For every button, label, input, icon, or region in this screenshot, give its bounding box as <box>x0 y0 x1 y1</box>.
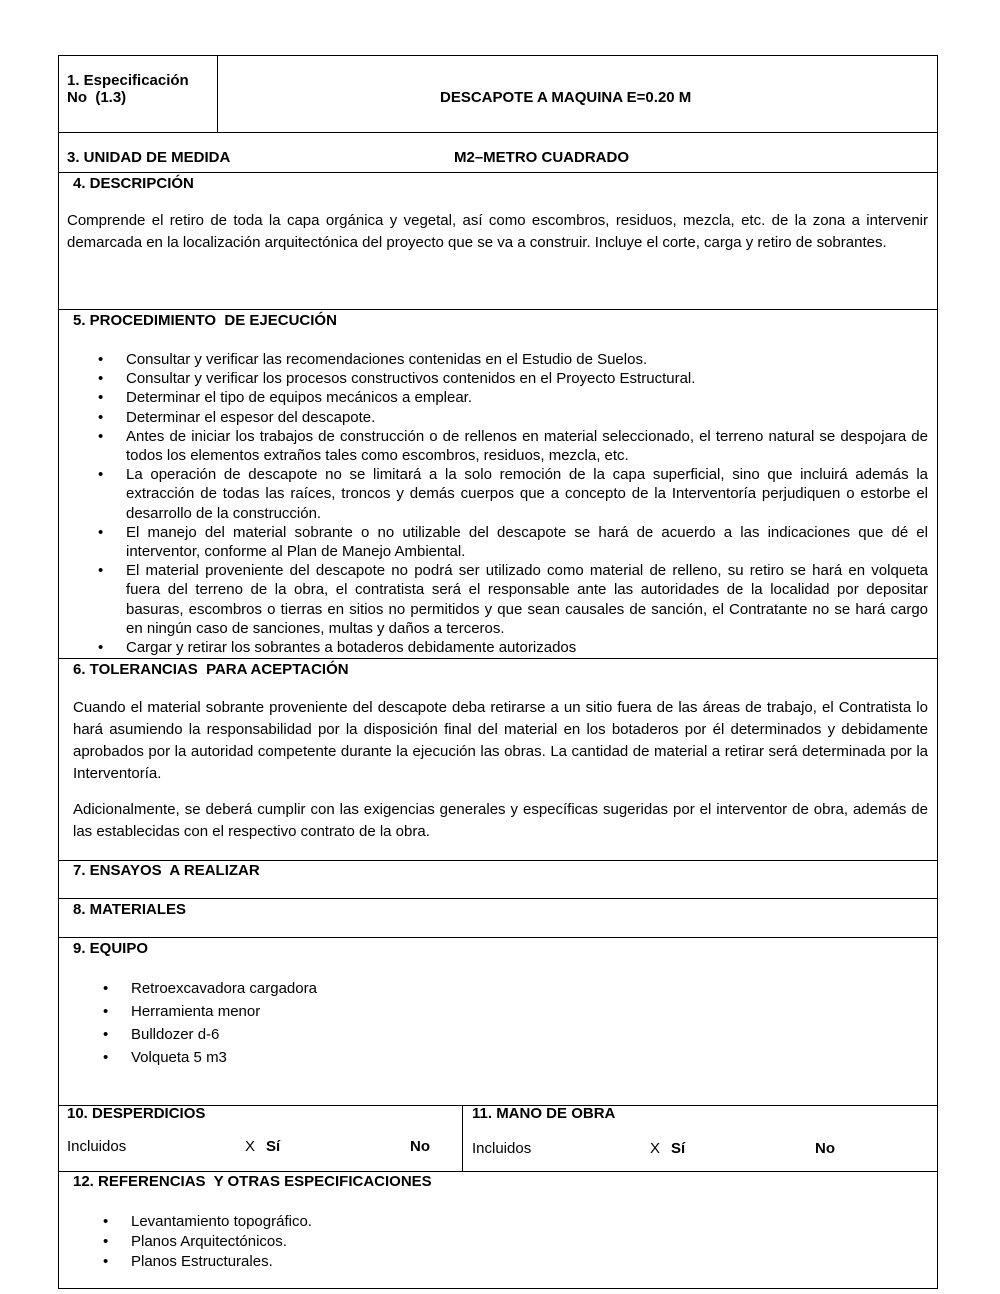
list-item: • Bulldozer d-6 <box>131 1023 631 1046</box>
references-heading: 12. REFERENCIAS Y OTRAS ESPECIFICACIONES <box>73 1173 432 1190</box>
divider <box>58 309 938 310</box>
equipment-list <box>131 977 631 1069</box>
list-item: • Planos Estructurales. <box>131 1252 631 1272</box>
spec-number: No (1.3) <box>67 89 127 106</box>
divider <box>217 55 218 132</box>
divider <box>58 172 938 173</box>
procedure-list <box>126 350 928 657</box>
tests-heading: 7. ENSAYOS A REALIZAR <box>73 862 260 879</box>
labor-included-label: Incluidos <box>472 1140 532 1157</box>
waste-included-label: Incluidos <box>67 1138 127 1155</box>
waste-heading: 10. DESPERDICIOS <box>67 1105 206 1122</box>
materials-heading: 8. MATERIALES <box>73 901 187 918</box>
divider <box>462 1105 463 1171</box>
divider <box>58 132 938 133</box>
waste-yes: Sí <box>266 1138 281 1155</box>
list-item: • Consultar y verificar las recomendaciones contenidas en el Estudio de Suelos. <box>126 350 928 369</box>
labor-heading: 11. MANO DE OBRA <box>472 1105 616 1122</box>
list-item: • Antes de iniciar los trabajos de construcción o de rellenos en material seleccionado, el terreno natural se despojara de todos los elementos extraños tales como escombros, residuos, mezcla, etc. <box>126 427 928 465</box>
list-item: • Levantamiento topográfico. <box>131 1212 631 1232</box>
labor-no: No <box>815 1140 835 1157</box>
procedure-heading: 5. PROCEDIMIENTO DE EJECUCIÓN <box>73 312 337 329</box>
description-heading: 4. DESCRIPCIÓN <box>73 175 194 192</box>
divider <box>58 898 938 899</box>
list-item: • Determinar el tipo de equipos mecánicos a emplear. <box>126 388 928 407</box>
divider <box>58 658 938 659</box>
list-item: • El manejo del material sobrante o no utilizable del descapote se hará de acuerdo a las indicaciones que dé el interventor, conforme al Plan de Manejo Ambiental. <box>126 523 928 561</box>
list-item: • Determinar el espesor del descapote. <box>126 408 928 427</box>
spec-label: 1. Especificación <box>67 72 189 89</box>
tolerances-paragraph-2: Adicionalmente, se deberá cumplir con las exigencias generales y específicas sugeridas por el interventor de obra, además de las establecidas con el respectivo contrato de la obra. <box>73 801 928 840</box>
tolerances-heading: 6. TOLERANCIAS PARA ACEPTACIÓN <box>73 661 349 678</box>
divider <box>58 860 938 861</box>
unit-value: M2–METRO CUADRADO <box>454 149 630 166</box>
equipment-heading: 9. EQUIPO <box>73 940 149 957</box>
divider <box>58 1171 938 1172</box>
unit-label: 3. UNIDAD DE MEDIDA <box>67 149 231 166</box>
waste-no: No <box>410 1138 430 1155</box>
list-item: • Consultar y verificar los procesos constructivos contenidos en el Proyecto Estructural. <box>126 369 928 388</box>
list-item: • Retroexcavadora cargadora <box>131 977 631 1000</box>
page-title: DESCAPOTE A MAQUINA E=0.20 M <box>440 89 692 106</box>
labor-mark: X <box>650 1140 661 1157</box>
list-item: • Cargar y retirar los sobrantes a botaderos debidamente autorizados <box>126 638 928 657</box>
description-text: Comprende el retiro de toda la capa orgánica y vegetal, así como escombros, residuos, mezcla, etc. de la zona a intervenir demarcada en la localización arquitectónica del proyecto que se va a construir. Incluye el corte, carga y retiro de sobrantes. <box>67 212 928 251</box>
list-item: • Volqueta 5 m3 <box>131 1046 631 1069</box>
list-item: • La operación de descapote no se limitará a la solo remoción de la capa superficial, sino que incluirá además la extracción de todas las raíces, troncos y demás cuerpos que a concepto de la Interventoría perjudiquen o estorbe el desarrollo de la construcción. <box>126 465 928 523</box>
list-item: • Herramienta menor <box>131 1000 631 1023</box>
waste-mark: X <box>245 1138 256 1155</box>
divider <box>58 937 938 938</box>
labor-yes: Sí <box>671 1140 686 1157</box>
list-item: • Planos Arquitectónicos. <box>131 1232 631 1252</box>
tolerances-paragraph-1: Cuando el material sobrante proveniente del descapote deba retirarse a un sitio fuera de las áreas de trabajo, el Contratista lo hará asumiendo la responsabilidad por la disposición final del material en los botaderos por él determinados y debidamente aprobados por la autoridad competente durante la ejecución las obras. La cantidad de material a retirar será determinada por la Interventoría. <box>73 699 928 782</box>
references-list <box>131 1212 631 1272</box>
list-item: • El material proveniente del descapote no podrá ser utilizado como material de relleno, su retiro se hará en volqueta fuera del terreno de la obra, el contratista será el responsable ante las autoridades de la localidad por depositar basuras, escombros o tierras en sitios no permitidos y que sean causales de sanción, el Contratante no se hará cargo en ningún caso de sanciones, multas y daños a terceros. <box>126 561 928 638</box>
